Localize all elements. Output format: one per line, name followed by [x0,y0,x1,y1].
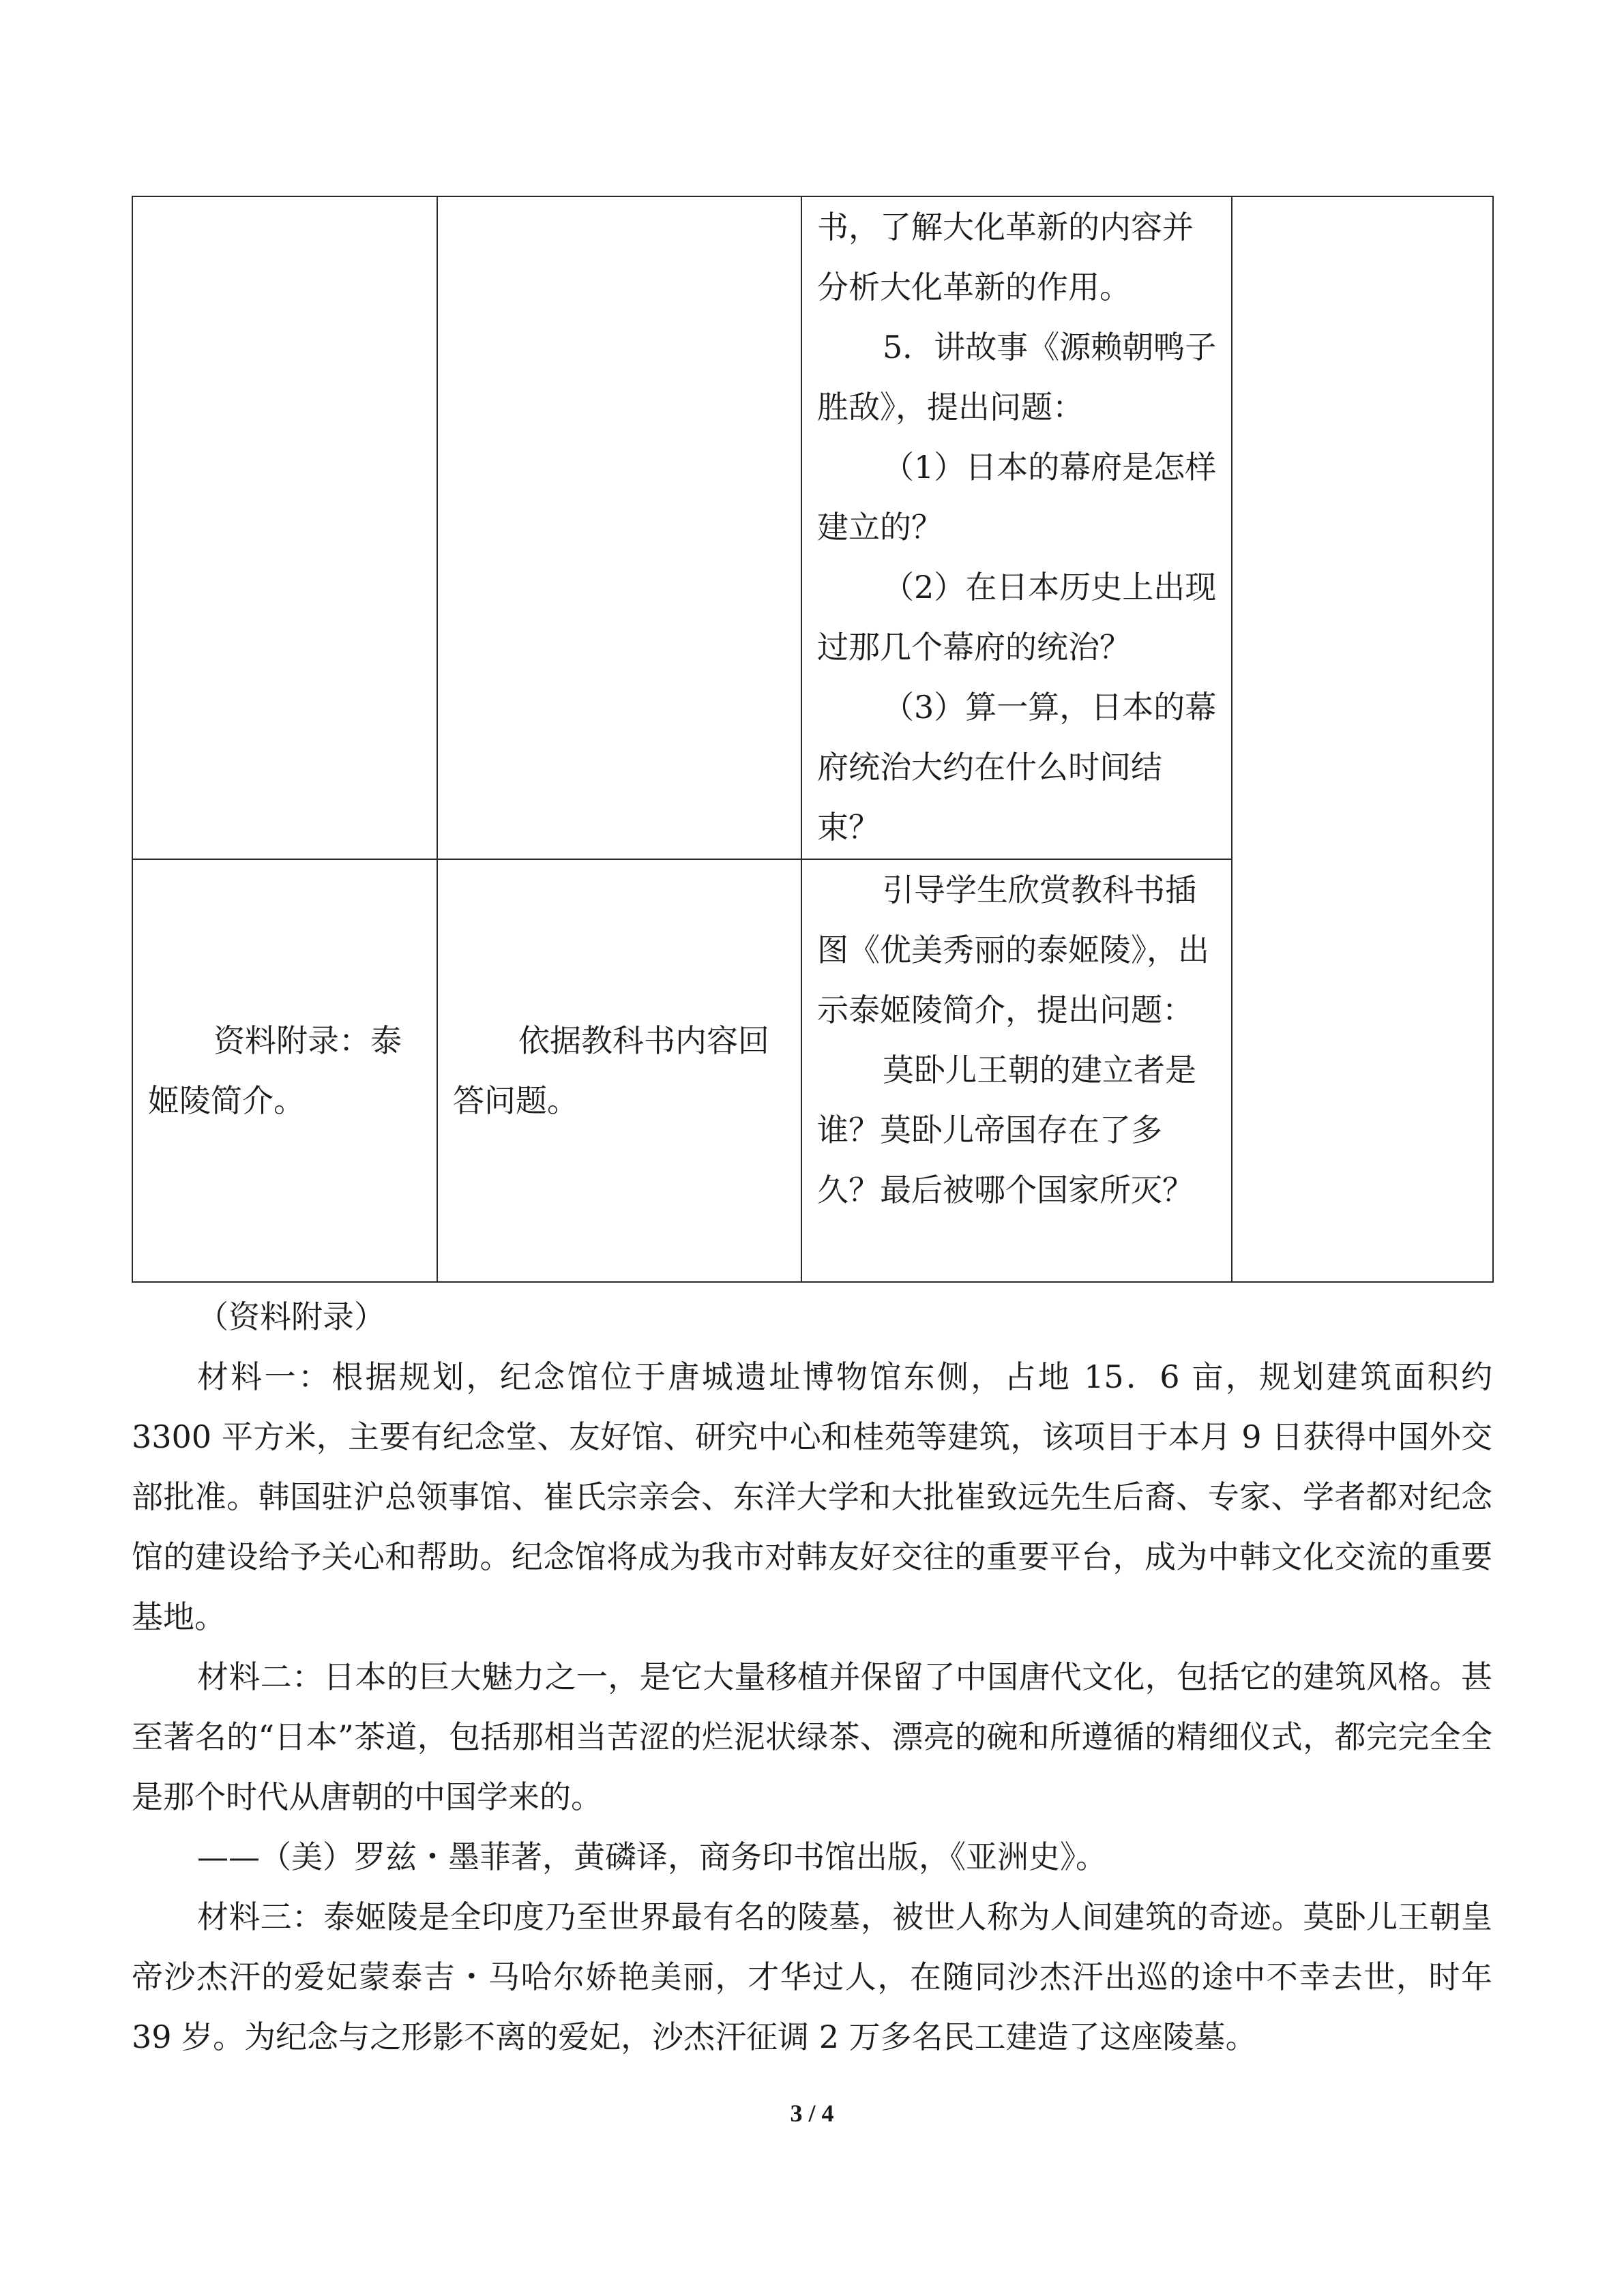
material-two-source: ——（美）罗兹・墨菲著，黄磷译，商务印书馆出版，《亚洲史》。 [197,1838,1107,1875]
appendix-heading: （资料附录） [197,1298,385,1335]
table-cell-r1c4 [1232,196,1493,1282]
table-row [132,196,1493,859]
material-three: 材料三：泰姬陵是全印度乃至世界最有名的陵墓，被世人称为人间建筑的奇迹。莫卧儿王朝皇帝沙杰汗的爱妃蒙泰吉・马哈尔娇艳美丽，才华过人，在随同沙杰汗出巡的途中不幸去世，时年 39 岁。为纪念与之形影不离的爱妃，沙杰汗征调 2 万多名民工建造了这座陵墓。 [132,1898,1492,2055]
appendix-section [132,1287,1492,2067]
cell-paragraph: 引导学生欣赏教科书插图《优美秀丽的泰姬陵》，出示泰姬陵简介，提出问题： [817,871,1209,1028]
page-number: 3 / 4 [790,2100,834,2127]
cell-paragraph: 书，了解大化革新的内容并分析大化革新的作用。 [817,209,1194,305]
table-cell-r2c1 [132,859,437,1282]
appendix-note: 资料附录：泰姬陵简介。 [148,1022,402,1119]
cell-paragraph: 莫卧儿王朝的建立者是谁？莫卧儿帝国存在了多久？最后被哪个国家所灭？ [817,1052,1196,1208]
table-cell-r2c3 [801,859,1232,1282]
table-cell-r1c1 [132,196,437,859]
cell-paragraph: 5．讲故事《源赖朝鸭子胜敌》，提出问题： [817,329,1217,426]
table-cell-r1c3 [801,196,1232,859]
table-cell-r2c2 [437,859,801,1282]
student-activity: 依据教科书内容回答问题。 [453,1022,769,1119]
table-cell-r1c2 [437,196,801,859]
material-two: 材料二：日本的巨大魅力之一，是它大量移植并保留了中国唐代文化，包括它的建筑风格。甚至著名的“日本”茶道，包括那相当苦涩的烂泥状绿茶、漂亮的碗和所遵循的精细仪式，都完完全全是那个时代从唐朝的中国学来的。 [132,1658,1492,1815]
material-one: 材料一：根据规划，纪念馆位于唐城遗址博物馆东侧，占地 15．6 亩，规划建筑面积约 3300 平方米，主要有纪念堂、友好馆、研究中心和桂苑等建筑，该项目于本月 9 日获得中国外交部批准。韩国驻沪总领事馆、崔氏宗亲会、东洋大学和大批崔致远先生后裔、专家、学者都对纪念馆的建设给予关心和帮助。纪念馆将成为我市对韩友好交往的重要平台，成为中韩文化交流的重要基地。 [132,1358,1492,1635]
lesson-plan-table [132,196,1494,1283]
cell-paragraph: （1）日本的幕府是怎样建立的？ [817,449,1217,546]
cell-paragraph: （3）算一算，日本的幕府统治大约在什么时间结束？ [817,689,1217,846]
cell-paragraph: （2）在日本历史上出现过那几个幕府的统治？ [817,569,1217,666]
